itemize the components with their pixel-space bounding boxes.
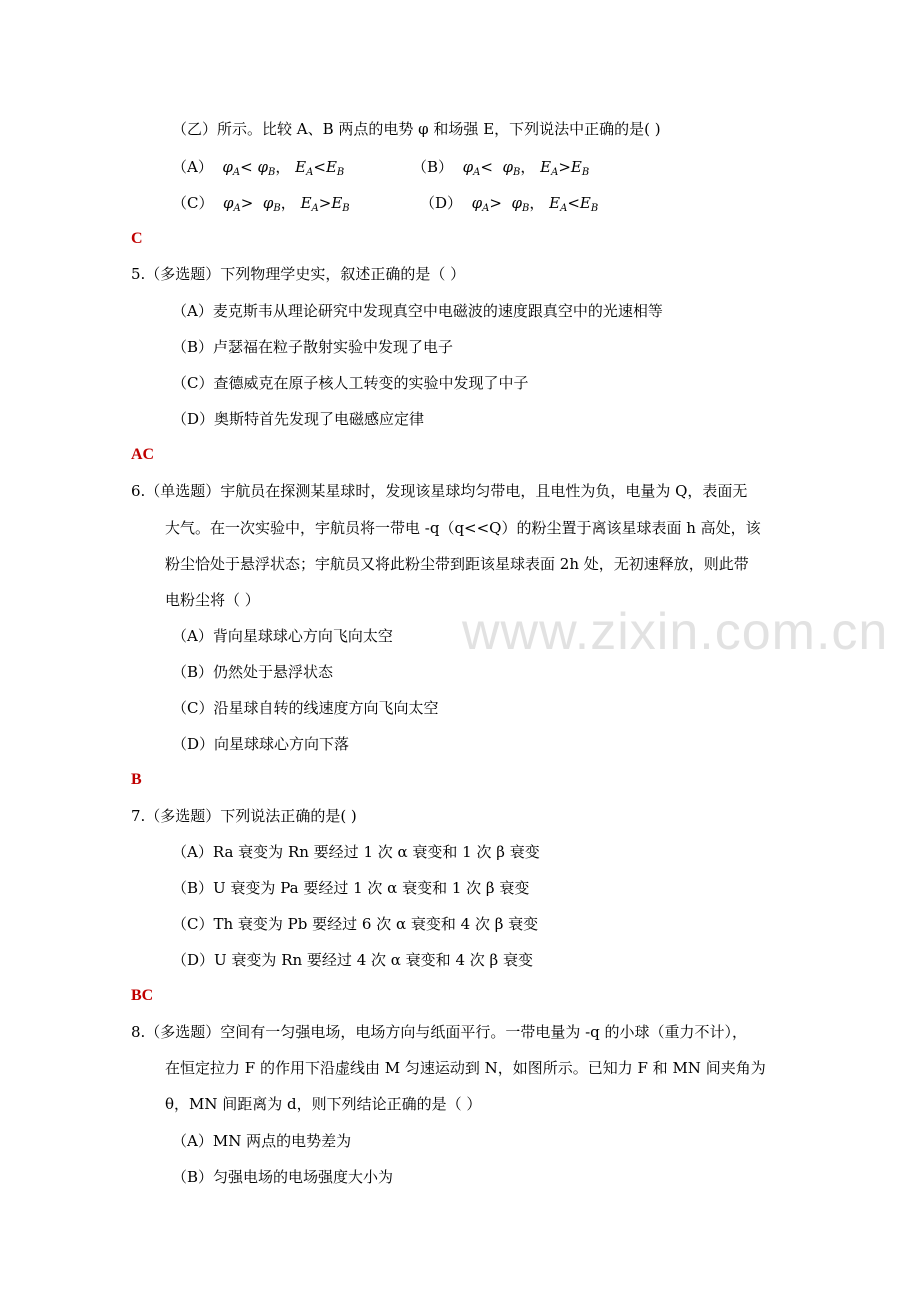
q4-option-a: （A） $\varphi_A< \varphi_B$， $E_A<E_B$	[172, 158, 345, 178]
q6-option-d: （D）向星球球心方向下落	[172, 735, 350, 753]
q6-stem-line-4: 电粉尘将（ ）	[165, 591, 260, 609]
q4-option-c: （C） $\varphi_A> \varphi_B$， $E_A>E_B$	[172, 194, 350, 214]
q4-option-b: （B） $\varphi_A< \varphi_B$， $E_A>E_B$	[412, 158, 590, 178]
q5-answer: AC	[131, 446, 155, 463]
q6-option-b: （B）仍然处于悬浮状态	[172, 663, 334, 681]
q6-stem-line-1: 6.（单选题）宇航员在探测某星球时，发现该星球均匀带电，且电性为负，电量为 Q，表面无	[131, 482, 748, 500]
q5-stem: 5.（多选题）下列物理学史实，叙述正确的是（ ）	[131, 265, 466, 283]
q6-stem-line-2: 大气。在一次实验中，宇航员将一带电 -q（q<<Q）的粉尘置于离该星球表面 h 高处，该	[165, 519, 761, 537]
q8-option-b: （B）匀强电场的电场强度大小为	[172, 1168, 394, 1186]
q5-option-d: （D）奥斯特首先发现了电磁感应定律	[172, 410, 425, 428]
q7-option-b: （B）U 衰变为 Pa 要经过 1 次 α 衰变和 1 次 β 衰变	[172, 879, 530, 897]
q6-answer: B	[131, 771, 142, 788]
q4-answer: C	[131, 230, 143, 247]
q5-option-b: （B）卢瑟福在粒子散射实验中发现了电子	[172, 338, 454, 356]
watermark-text: www.zixin.com.cn	[462, 603, 889, 661]
q4-stem-line: （乙）所示。比较 A、B 两点的电势 φ 和场强 E，下列说法中正确的是( )	[172, 120, 661, 138]
q7-option-a: （A）Ra 衰变为 Rn 要经过 1 次 α 衰变和 1 次 β 衰变	[172, 843, 540, 861]
q7-option-c: （C）Th 衰变为 Pb 要经过 6 次 α 衰变和 4 次 β 衰变	[172, 915, 539, 933]
q8-option-a: （A）MN 两点的电势差为	[172, 1132, 352, 1150]
q8-stem-line-2: 在恒定拉力 F 的作用下沿虚线由 M 匀速运动到 N，如图所示。已知力 F 和 MN 间夹角为	[165, 1059, 766, 1077]
q6-option-c: （C）沿星球自转的线速度方向飞向太空	[172, 699, 439, 717]
q5-option-a: （A）麦克斯韦从理论研究中发现真空中电磁波的速度跟真空中的光速相等	[172, 302, 663, 320]
q4-option-d: （D） $\varphi_A> \varphi_B$， $E_A<E_B$	[420, 194, 599, 214]
q7-answer: BC	[131, 987, 154, 1004]
q8-stem-line-3: θ，MN 间距离为 d，则下列结论正确的是（ ）	[165, 1095, 482, 1113]
q7-option-d: （D）U 衰变为 Rn 要经过 4 次 α 衰变和 4 次 β 衰变	[172, 951, 533, 969]
q7-stem: 7.（多选题）下列说法正确的是( )	[131, 807, 357, 825]
q6-stem-line-3: 粉尘恰处于悬浮状态；宇航员又将此粉尘带到距该星球表面 2h 处，无初速释放，则此带	[165, 555, 749, 573]
q6-option-a: （A）背向星球球心方向飞向太空	[172, 627, 393, 645]
q5-option-c: （C）查德威克在原子核人工转变的实验中发现了中子	[172, 374, 529, 392]
q8-stem-line-1: 8.（多选题）空间有一匀强电场，电场方向与纸面平行。一带电量为 -q 的小球（重力不计），	[131, 1023, 748, 1041]
